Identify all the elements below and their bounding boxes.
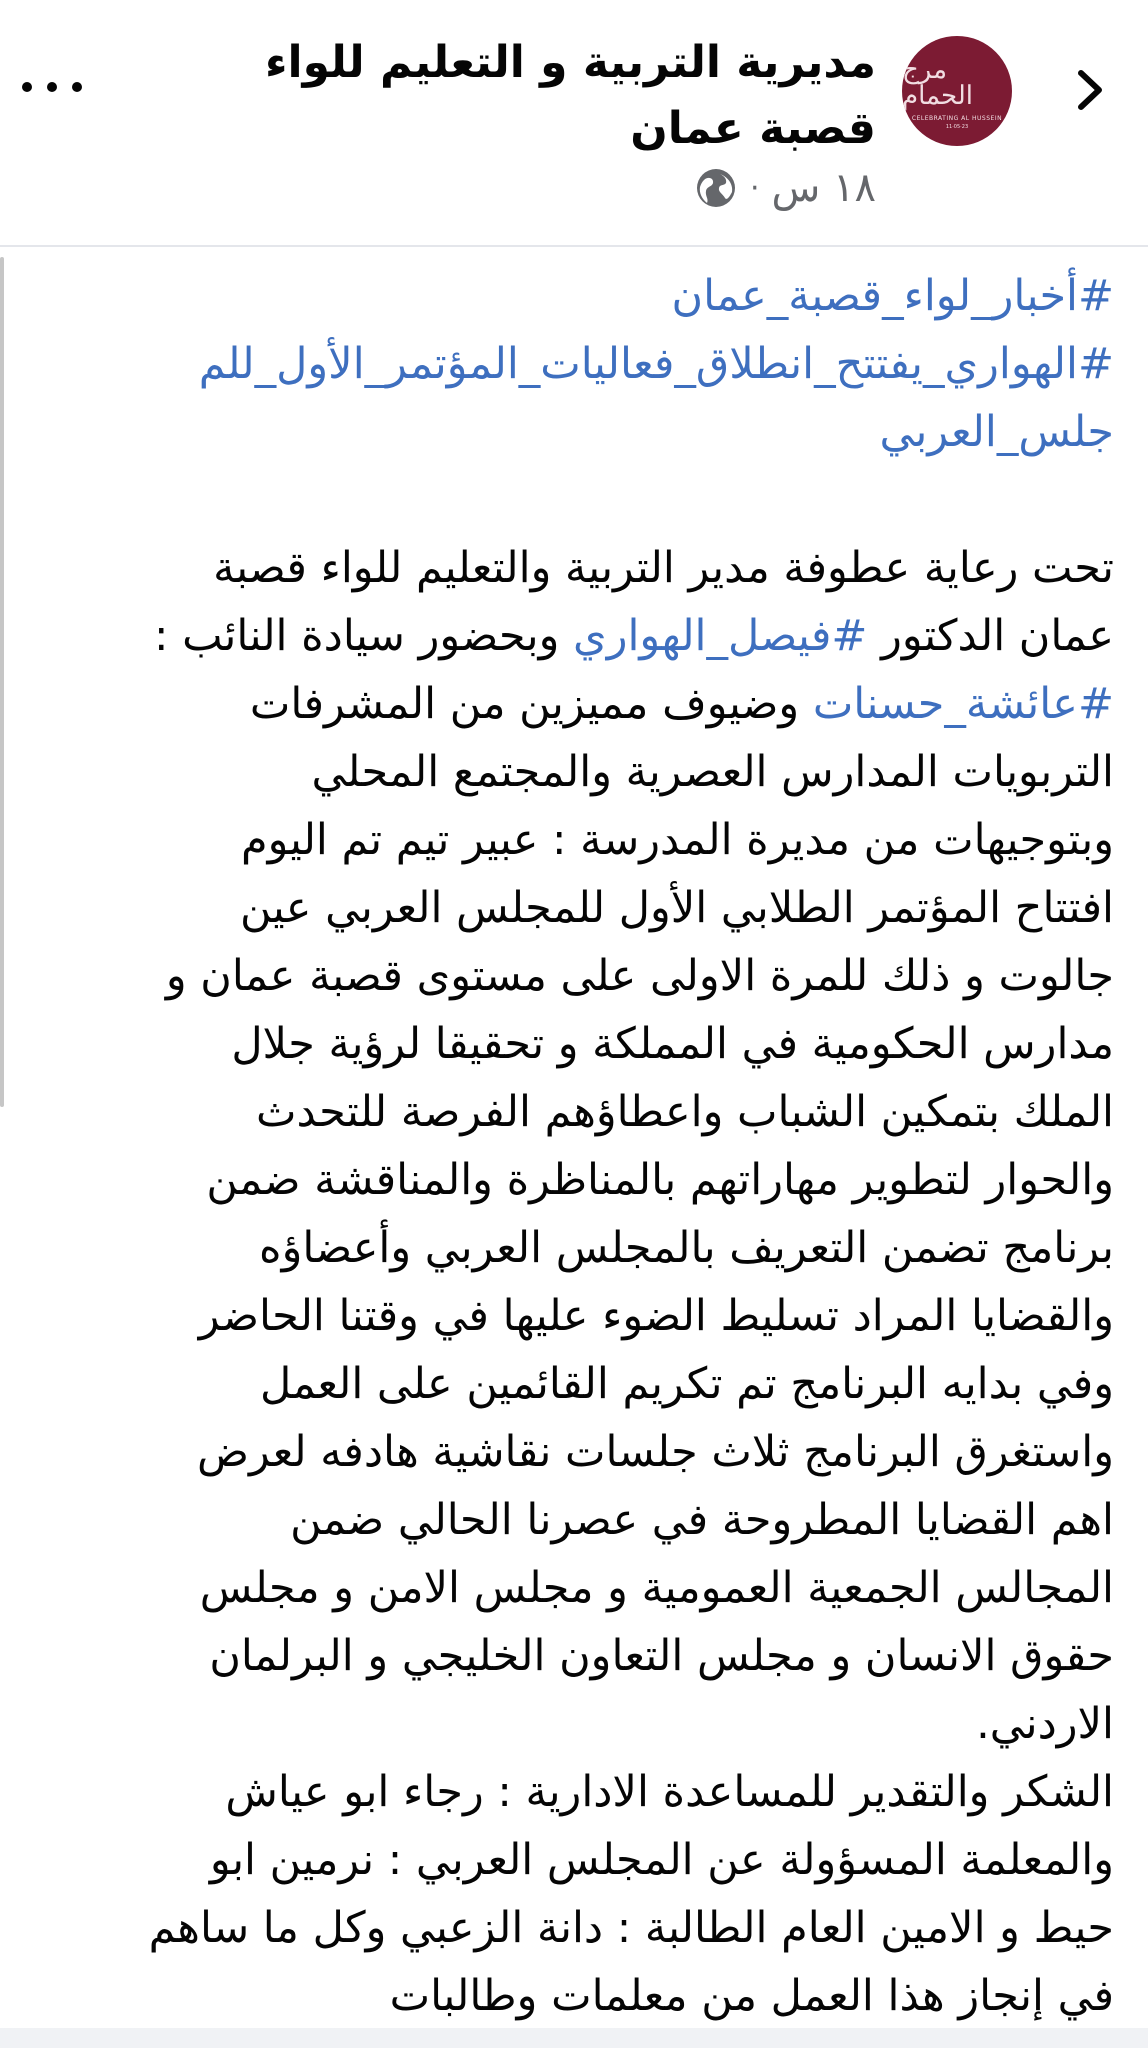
- text-line: [26, 670, 1114, 738]
- text-line: وبتوجيهات من مديرة المدرسة : عبير تيم تم اليوم: [241, 815, 1114, 865]
- header-divider: [0, 245, 1148, 247]
- text-line: مدارس الحكومية في المملكة و تحقيقا لرؤية جلال: [231, 1019, 1114, 1069]
- hashtag-link[interactable]: #الهواري_يفتتح_انطلاق_فعاليات_المؤتمر_الأول_للم: [198, 339, 1114, 389]
- text-line: المجالس الجمعية العمومية و مجلس الامن و مجلس: [199, 1563, 1114, 1613]
- back-button[interactable]: [1060, 55, 1120, 125]
- bottom-bar: [0, 2028, 1148, 2048]
- text-line: في إنجاز هذا العمل من معلمات وطالبات: [389, 1971, 1114, 2021]
- avatar-logo-subtitle: CELEBRATING AL HUSSEIN: [911, 114, 1003, 122]
- text-line: والقضايا المراد تسليط الضوء عليها في وقتنا الحاضر: [198, 1291, 1114, 1341]
- more-options-dot: [47, 82, 57, 92]
- more-options-dot: [22, 82, 32, 92]
- text-line: [26, 602, 1114, 670]
- text-segment: وبحضور سيادة النائب :: [154, 611, 574, 661]
- text-line: حقوق الانسان و مجلس التعاون الخليجي و البرلمان: [209, 1631, 1114, 1681]
- text-line: اهم القضايا المطروحة في عصرنا الحالي ضمن: [290, 1495, 1114, 1545]
- text-line: الاردني.: [976, 1699, 1114, 1749]
- globe-icon: [694, 166, 738, 210]
- post-meta: [694, 165, 876, 211]
- meta-separator: ·: [749, 170, 760, 206]
- text-line: الشكر والتقدير للمساعدة الادارية : رجاء ابو عياش: [225, 1767, 1114, 1817]
- post-time[interactable]: ١٨ س: [771, 165, 876, 211]
- page-title[interactable]: مديرية التربية و التعليم للواء قصبة عمان: [265, 37, 876, 154]
- chevron-right-icon: [1075, 67, 1105, 113]
- text-line: والحوار لتطوير مهاراتهم بالمناظرة والمناقشة ضمن: [206, 1155, 1114, 1205]
- more-options-dot: [72, 82, 82, 92]
- blank-line: [26, 466, 1114, 534]
- text-line: برنامج تضمن التعريف بالمجلس العربي وأعضاؤه: [259, 1223, 1114, 1273]
- text-segment: عمان الدكتور: [867, 611, 1114, 661]
- text-segment: وضيوف مميزين من المشرفات: [249, 679, 813, 729]
- text-line: [26, 398, 1114, 466]
- scrollbar[interactable]: [0, 257, 4, 1107]
- text-line: التربويات المدارس العصرية والمجتمع المحلي: [311, 747, 1114, 797]
- hashtag-link[interactable]: #أخبار_لواء_قصبة_عمان: [671, 271, 1114, 321]
- text-line: [26, 262, 1114, 330]
- hashtag-link[interactable]: #فيصل_الهواري: [573, 611, 868, 661]
- text-line: الملك بتمكين الشباب واعطاؤهم الفرصة للتحدث: [256, 1087, 1114, 1137]
- hashtag-link[interactable]: جلس_العربي: [879, 407, 1114, 457]
- post-header: [0, 0, 1148, 245]
- text-line: [26, 330, 1114, 398]
- text-line: جالوت و ذلك للمرة الاولى على مستوى قصبة عمان و: [165, 951, 1114, 1001]
- avatar-logo-text: مرج الحمام: [902, 54, 973, 111]
- text-line: افتتاح المؤتمر الطلابي الأول للمجلس العربي عين: [240, 883, 1114, 933]
- text-line: تحت رعاية عطوفة مدير التربية والتعليم للواء قصبة: [213, 543, 1114, 593]
- more-options-button[interactable]: [22, 62, 82, 112]
- page-avatar[interactable]: [902, 36, 1012, 146]
- text-line: حيط و الامين العام الطالبة : دانة الزعبي وكل ما ساهم: [148, 1903, 1114, 1953]
- avatar-logo-date: 11·05·23: [945, 123, 969, 130]
- text-line: واستغرق البرنامج ثلاث جلسات نقاشية هادفه لعرض: [196, 1427, 1114, 1477]
- text-line: والمعلمة المسؤولة عن المجلس العربي : نرمين ابو: [209, 1835, 1114, 1885]
- post-text: [26, 262, 1114, 2030]
- text-line: وفي بدايه البرنامج تم تكريم القائمين على العمل: [260, 1359, 1114, 1409]
- hashtag-link[interactable]: #عائشة_حسنات: [812, 679, 1114, 729]
